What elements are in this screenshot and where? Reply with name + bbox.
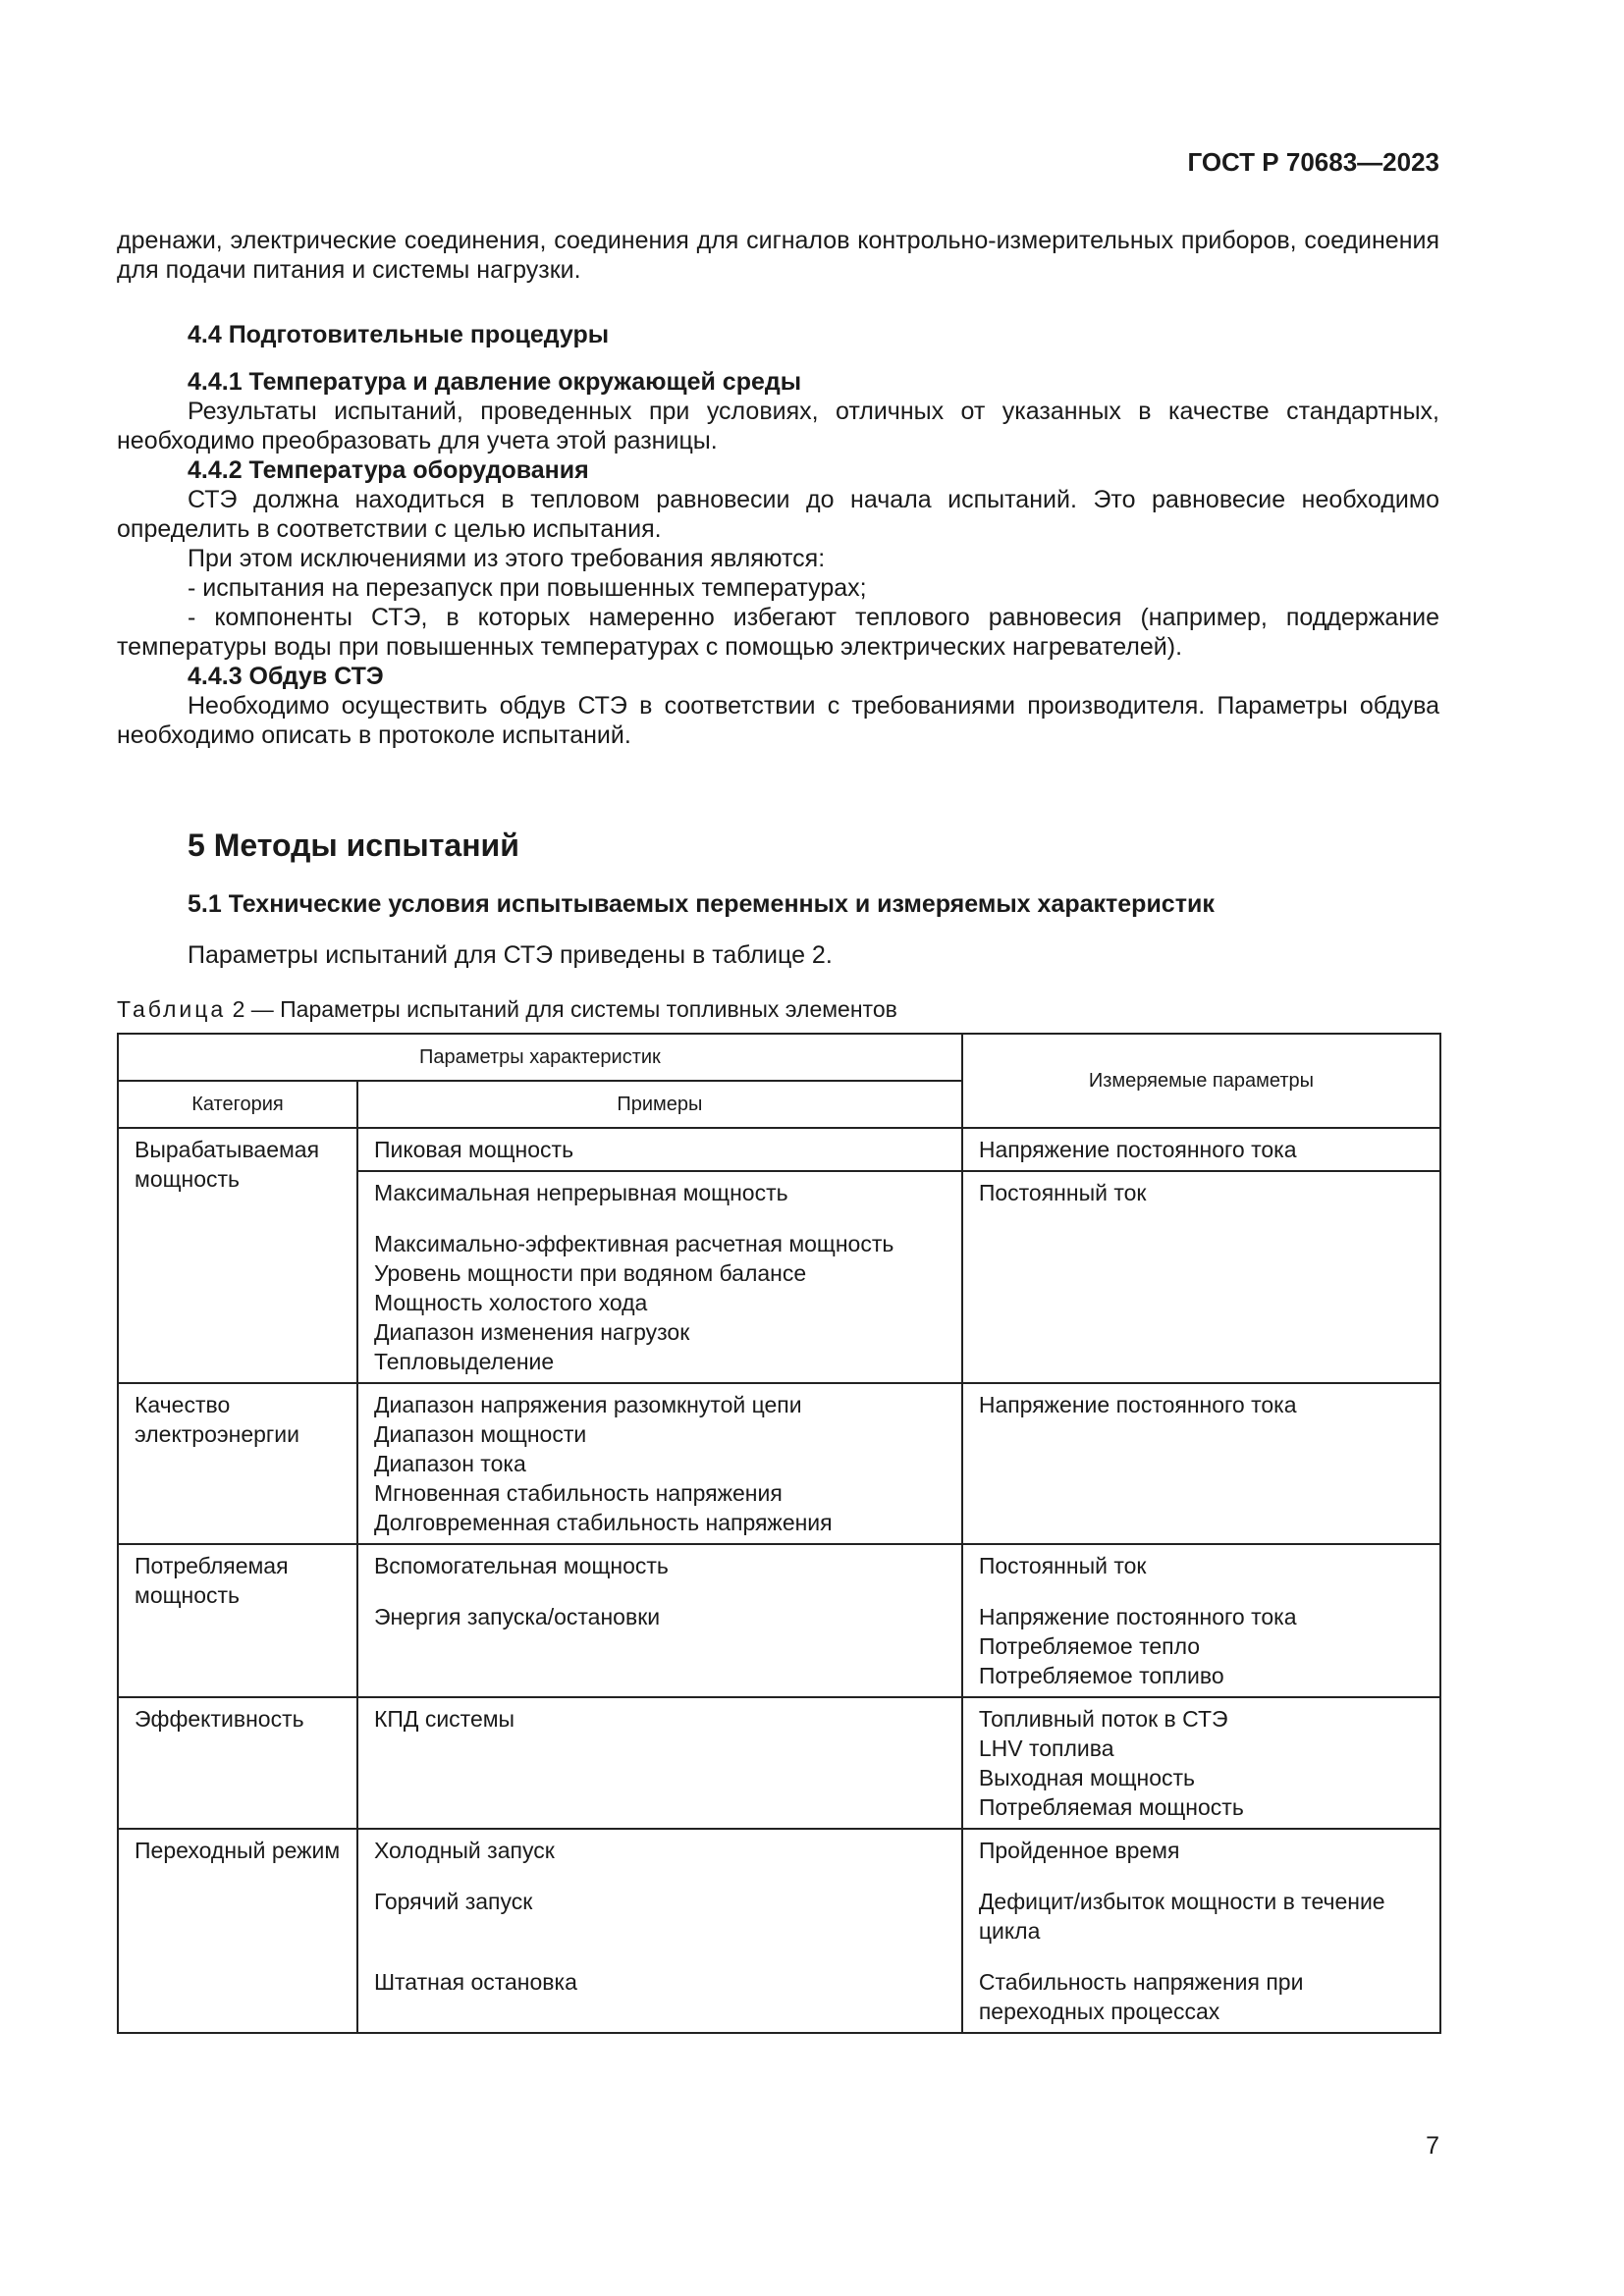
standard-header: ГОСТ Р 70683—2023 bbox=[1187, 147, 1439, 177]
section-5-1-para-block bbox=[117, 940, 1439, 970]
paragraph-4-4-2: СТЭ должна находиться в тепловом равновесии до начала испытаний. Это равновесие необходимо определить в соответствии с целью испытания. bbox=[117, 486, 1439, 543]
measured-cell: Постоянный ток Напряжение постоянного тока Потребляемое тепло Потребляемое топливо bbox=[962, 1544, 1440, 1697]
example-cell: Максимальная непрерывная мощность Максимально-эффективная расчетная мощность Уровень мощности при водяном балансе Мощность холостого хода Диапазон изменения нагрузок Тепловыделение bbox=[357, 1171, 962, 1383]
table-caption-text: 2 — Параметры испытаний для системы топливных элементов bbox=[232, 996, 897, 1022]
paragraph-exceptions: При этом исключениями из этого требования являются: bbox=[188, 545, 826, 572]
paragraph-4-4-1: Результаты испытаний, проведенных при условиях, отличных от указанных в качестве стандартных, необходимо преобразовать для учета этой разницы. bbox=[117, 398, 1439, 454]
category-cell: Переходный режим bbox=[118, 1829, 357, 2033]
header-category: Категория bbox=[118, 1081, 357, 1128]
category-cell: Потребляемая мощность bbox=[118, 1544, 357, 1697]
table-row bbox=[118, 1697, 1440, 1829]
category-cell: Качество электроэнергии bbox=[118, 1383, 357, 1544]
header-measured: Измеряемые параметры bbox=[962, 1034, 1440, 1128]
section-5-1-block bbox=[117, 889, 1439, 919]
measured-cell: Постоянный ток bbox=[962, 1171, 1440, 1383]
example-cell: Холодный запуск Горячий запуск Штатная остановка bbox=[357, 1829, 962, 2033]
paragraph-5-1: Параметры испытаний для СТЭ приведены в таблице 2. bbox=[188, 941, 833, 969]
table-header-row bbox=[118, 1034, 1440, 1081]
table-row bbox=[118, 1383, 1440, 1544]
category-cell: Эффективность bbox=[118, 1697, 357, 1829]
example-cell: Пиковая мощность bbox=[357, 1128, 962, 1171]
list-item-2: - компоненты СТЭ, в которых намеренно избегают теплового равновесия (например, поддержание температуры воды при повышенных температурах с помощью электрических нагревателей). bbox=[117, 604, 1439, 661]
header-parameter-group: Параметры характеристик bbox=[118, 1034, 962, 1081]
table-row bbox=[118, 1128, 1440, 1171]
measured-cell: Топливный поток в СТЭ LHV топлива Выходная мощность Потребляемая мощность bbox=[962, 1697, 1440, 1829]
paragraph-4-4-3: Необходимо осуществить обдув СТЭ в соответствии с требованиями производителя. Параметры обдува необходимо описать в протоколе испытаний. bbox=[117, 692, 1439, 749]
header-examples: Примеры bbox=[357, 1081, 962, 1128]
list-item-1: - испытания на перезапуск при повышенных температурах; bbox=[188, 574, 867, 602]
continued-paragraph: дренажи, электрические соединения, соединения для сигналов контрольно-измерительных приборов, соединения для подачи питания и системы нагрузки. bbox=[117, 227, 1439, 284]
measured-cell: Пройденное время Дефицит/избыток мощности в течение цикла Стабильность напряжения при переходных процессах bbox=[962, 1829, 1440, 2033]
heading-5: 5 Методы испытаний bbox=[188, 828, 519, 863]
heading-4-4: 4.4 Подготовительные процедуры bbox=[188, 321, 610, 348]
section-4-4-1-block bbox=[117, 367, 1439, 750]
heading-5-1: 5.1 Технические условия испытываемых переменных и измеряемых характеристик bbox=[188, 890, 1215, 918]
parameters-table bbox=[117, 1033, 1441, 2034]
table-row bbox=[118, 1829, 1440, 2033]
category-cell: Вырабатываемая мощность bbox=[118, 1128, 357, 1383]
example-cell: Вспомогательная мощность Энергия запуска/остановки bbox=[357, 1544, 962, 1697]
page-number: 7 bbox=[1426, 2132, 1439, 2160]
heading-4-4-3: 4.4.3 Обдув СТЭ bbox=[188, 663, 384, 690]
heading-4-4-2: 4.4.2 Температура оборудования bbox=[188, 456, 589, 484]
measured-cell: Напряжение постоянного тока bbox=[962, 1383, 1440, 1544]
section-4-4-block bbox=[117, 320, 1439, 349]
measured-cell: Напряжение постоянного тока bbox=[962, 1128, 1440, 1171]
heading-4-4-1: 4.4.1 Температура и давление окружающей среды bbox=[188, 368, 802, 396]
example-cell: КПД системы bbox=[357, 1697, 962, 1829]
example-cell: Диапазон напряжения разомкнутой цепи Диапазон мощности Диапазон тока Мгновенная стабильность напряжения Долговременная стабильность напряжения bbox=[357, 1383, 962, 1544]
table-row bbox=[118, 1544, 1440, 1697]
table-caption-label: Таблица bbox=[117, 996, 227, 1022]
table-caption bbox=[117, 994, 1439, 1024]
